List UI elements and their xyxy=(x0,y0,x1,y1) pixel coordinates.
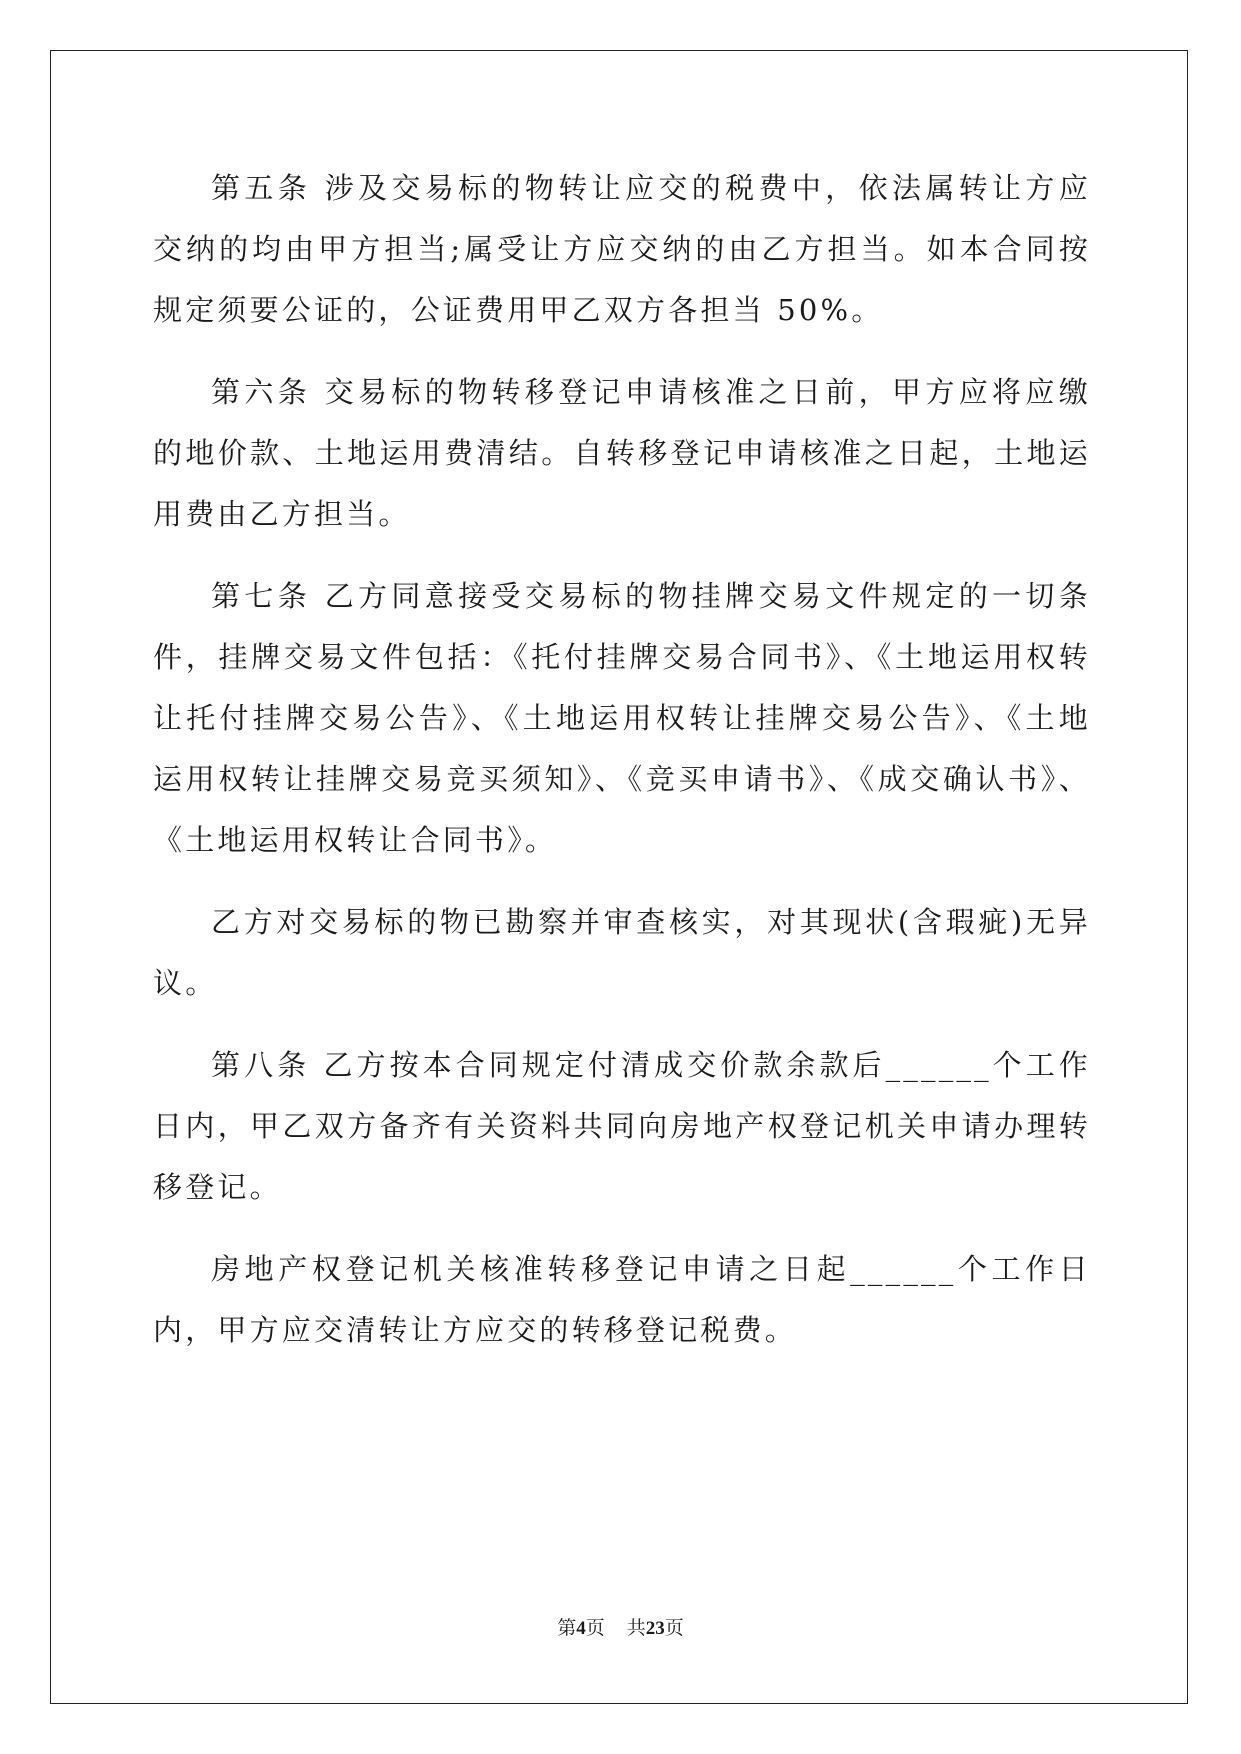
total-pages: 23 xyxy=(645,1618,665,1639)
article-8-paragraph: 第八条 乙方按本合同规定付清成交价款余款后______个工作日内，甲乙双方备齐有关资料共同向房地产权登记机关申请办理转移登记。 xyxy=(153,1048,1091,1204)
total-prefix: 共 xyxy=(626,1617,646,1639)
article-6-paragraph: 第六条 交易标的物转移登记申请核准之日前，甲方应将应缴的地价款、土地运用费清结。自转移登记申请核准之日起，土地运用费由乙方担当。 xyxy=(153,375,1091,531)
article-5-paragraph: 第五条 涉及交易标的物转让应交的税费中，依法属转让方应交纳的均由甲方担当;属受让方应交纳的由乙方担当。如本合同按规定须要公证的，公证费用甲乙双方各担当 50%。 xyxy=(153,171,1091,327)
inspection-paragraph: 乙方对交易标的物已勘察并审查核实，对其现状(含瑕疵)无异议。 xyxy=(153,905,1091,1000)
page-suffix: 页 xyxy=(585,1617,605,1639)
page-footer xyxy=(0,1616,1241,1641)
page-number: 4 xyxy=(576,1618,586,1639)
document-body xyxy=(153,158,1091,1382)
article-7-paragraph: 第七条 乙方同意接受交易标的物挂牌交易文件规定的一切条件，挂牌交易文件包括：《托付挂牌交易合同书》、《土地运用权转让托付挂牌交易公告》、《土地运用权转让挂牌交易公告》、《土地运用权转让挂牌交易竞买须知》、《竞买申请书》、《成交确认书》、《土地运用权转让合同书》。 xyxy=(153,579,1091,857)
registration-tax-paragraph: 房地产权登记机关核准转移登记申请之日起______个工作日内，甲方应交清转让方应交的转移登记税费。 xyxy=(153,1252,1091,1347)
page-prefix: 第 xyxy=(557,1617,577,1639)
total-suffix: 页 xyxy=(664,1617,684,1639)
